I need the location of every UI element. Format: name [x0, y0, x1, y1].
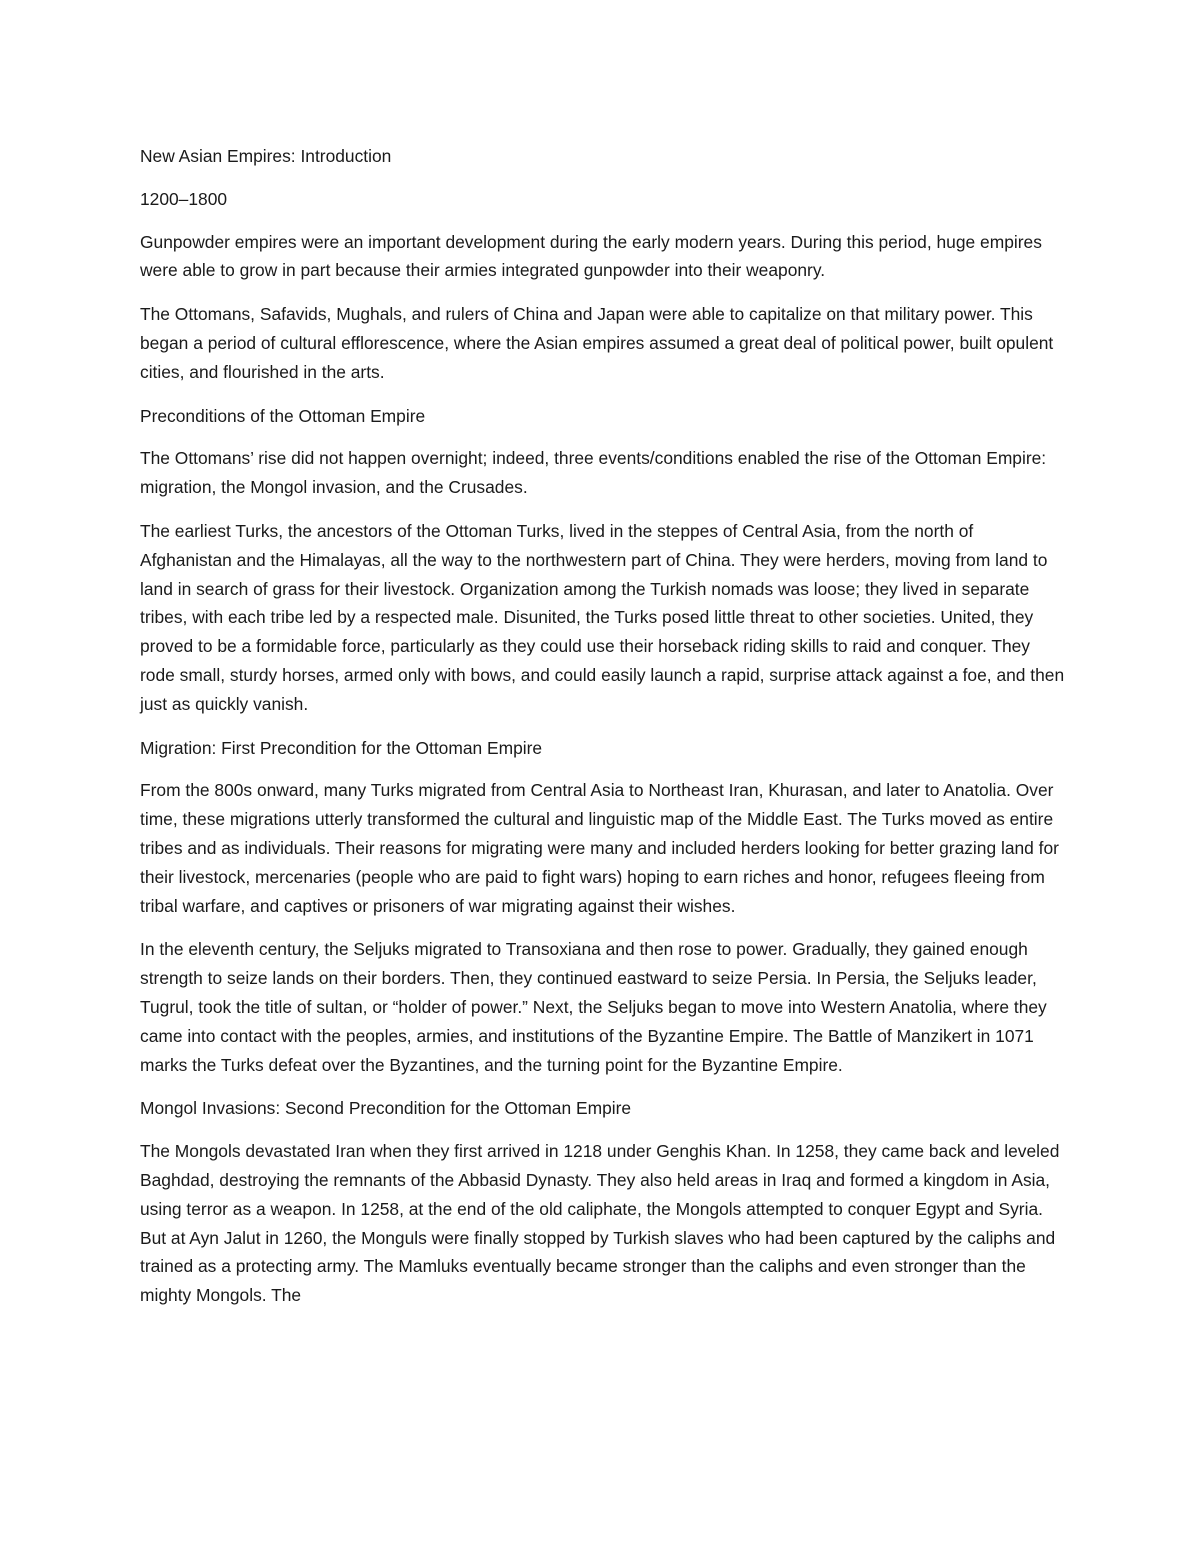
section-heading-preconditions: Preconditions of the Ottoman Empire: [140, 405, 426, 426]
preconditions-paragraph-1: The Ottomans’ rise did not happen overnight; indeed, three events/conditions enabled the rise of the Ottoman Empire: migration, the Mongol invasion, and the Crusades.: [140, 448, 1047, 498]
section-heading-migration: Migration: First Precondition for the Ottoman Empire: [140, 737, 543, 758]
section-heading-mongol: Mongol Invasions: Second Precondition for the Ottoman Empire: [140, 1098, 632, 1119]
mongol-paragraph-1: The Mongols devastated Iran when they first arrived in 1218 under Genghis Khan. In 1258, they came back and leveled Baghdad, destroying the remnants of the Abbasid Dynasty. They also held areas in Iraq and formed a kingdom in Asia, using terror as a weapon. In 1258, at the end of the old caliphate, the Mongols attempted to conquer Egypt and Syria. But at Ayn Jalut in 1260, the Monguls were finally stopped by Turkish slaves who had been captured by the caliphs and trained as a protecting army. The Mamluks eventually became stronger than the caliphs and even stronger than the mighty Mongols. The: [140, 1141, 1060, 1306]
migration-paragraph-2: In the eleventh century, the Seljuks migrated to Transoxiana and then rose to power. Gradually, they gained enough strength to seize lands on their borders. Then, they continued eastward to seize Persia. In Persia, the Seljuks leader, Tugrul, took the title of sultan, or “holder of power.” Next, the Seljuks began to move into Western Anatolia, where they came into contact with the peoples, armies, and institutions of the Byzantine Empire. The Battle of Manzikert in 1071 marks the Turks defeat over the Byzantines, and the turning point for the Byzantine Empire.: [140, 939, 1047, 1075]
date-range: 1200–1800: [140, 188, 228, 209]
migration-paragraph-1: From the 800s onward, many Turks migrated from Central Asia to Northeast Iran, Khurasan, and later to Anatolia. Over time, these migrations utterly transformed the cultural and linguistic map of the Middle East. The Turks moved as entire tribes and as individuals. Their reasons for migrating were many and included herders looking for better grazing land for their livestock, mercenaries (people who are paid to fight wars) hoping to earn riches and honor, refugees fleeing from tribal warfare, and captives or prisoners of war migrating against their wishes.: [140, 780, 1059, 916]
document-title: New Asian Empires: Introduction: [140, 146, 392, 166]
intro-paragraph-2: The Ottomans, Safavids, Mughals, and rulers of China and Japan were able to capitalize on that military power. This began a period of cultural efflorescence, where the Asian empires assumed a great deal of political power, built opulent cities, and flourished in the arts.: [140, 304, 1054, 382]
preconditions-paragraph-2: The earliest Turks, the ancestors of the Ottoman Turks, lived in the steppes of Central Asia, from the north of Afghanistan and the Himalayas, all the way to the northwestern part of China. They were herders, moving from land to land in search of grass for their livestock. Organization among the Turkish nomads was loose; they lived in separate tribes, with each tribe led by a respected male. Disunited, the Turks posed little threat to other societies. United, they proved to be a formidable force, particularly as they could use their horseback riding skills to raid and conquer. They rode small, sturdy horses, armed only with bows, and could easily launch a rapid, surprise attack against a foe, and then just as quickly vanish.: [140, 520, 1065, 714]
intro-paragraph-1: Gunpowder empires were an important development during the early modern years. During this period, huge empires were able to grow in part because their armies integrated gunpowder into their weaponry.: [140, 231, 1042, 281]
document-body: [140, 142, 1065, 1325]
